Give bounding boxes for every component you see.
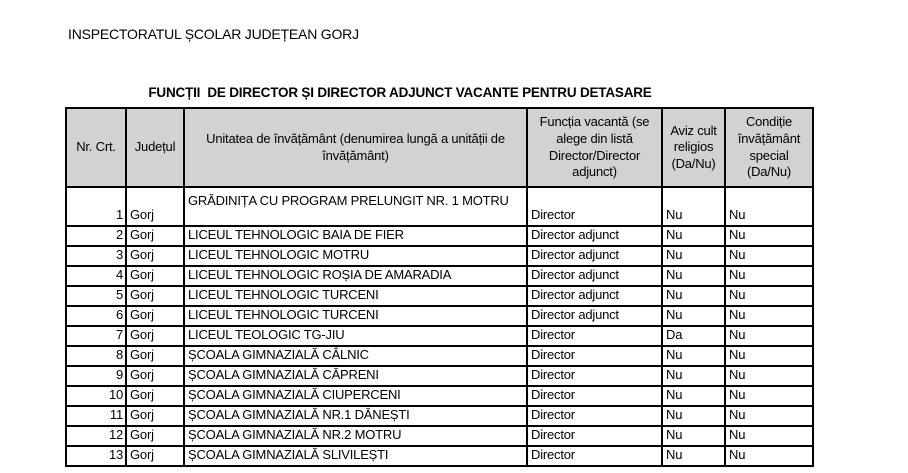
cell-judet: Gorj xyxy=(126,306,184,326)
table-body xyxy=(66,187,813,466)
cell-judet: Gorj xyxy=(126,226,184,246)
table-row xyxy=(66,446,813,466)
table-row xyxy=(66,366,813,386)
cell-functia: Director xyxy=(527,426,662,446)
cell-functia: Director adjunct xyxy=(527,226,662,246)
cell-aviz: Nu xyxy=(662,187,725,226)
page-title: FUNCȚII DE DIRECTOR ȘI DIRECTOR ADJUNCT VACANTE PENTRU DETASARE xyxy=(148,85,652,100)
cell-judet: Gorj xyxy=(126,286,184,306)
cell-functia: Director xyxy=(527,346,662,366)
cell-functia: Director xyxy=(527,326,662,346)
cell-unitate: ȘCOALA GIMNAZIALĂ NR.1 DĂNEȘTI xyxy=(184,406,527,426)
cell-unitate: ȘCOALA GIMNAZIALĂ SLIVILEȘTI xyxy=(184,446,527,466)
cell-aviz: Nu xyxy=(662,226,725,246)
cell-conditie: Nu xyxy=(725,306,813,326)
table-row xyxy=(66,406,813,426)
cell-judet: Gorj xyxy=(126,326,184,346)
cell-nr-crt: 4 xyxy=(66,266,126,286)
cell-nr-crt: 10 xyxy=(66,386,126,406)
table-row xyxy=(66,346,813,366)
table-row xyxy=(66,246,813,266)
cell-aviz: Nu xyxy=(662,426,725,446)
cell-aviz: Nu xyxy=(662,346,725,366)
cell-nr-crt: 7 xyxy=(66,326,126,346)
table-row xyxy=(66,306,813,326)
cell-conditie: Nu xyxy=(725,246,813,266)
table-row xyxy=(66,226,813,246)
cell-functia: Director xyxy=(527,406,662,426)
cell-conditie: Nu xyxy=(725,346,813,366)
cell-nr-crt: 1 xyxy=(66,187,126,226)
cell-conditie: Nu xyxy=(725,406,813,426)
cell-aviz: Nu xyxy=(662,306,725,326)
cell-conditie: Nu xyxy=(725,366,813,386)
cell-conditie: Nu xyxy=(725,226,813,246)
cell-aviz: Nu xyxy=(662,406,725,426)
cell-nr-crt: 2 xyxy=(66,226,126,246)
cell-aviz: Nu xyxy=(662,386,725,406)
table-row xyxy=(66,326,813,346)
cell-nr-crt: 11 xyxy=(66,406,126,426)
cell-judet: Gorj xyxy=(126,246,184,266)
cell-unitate: ȘCOALA GIMNAZIALĂ NR.2 MOTRU xyxy=(184,426,527,446)
cell-judet: Gorj xyxy=(126,266,184,286)
table-row xyxy=(66,187,813,226)
cell-judet: Gorj xyxy=(126,426,184,446)
cell-unitate: LICEUL TEOLOGIC TG-JIU xyxy=(184,326,527,346)
cell-nr-crt: 12 xyxy=(66,426,126,446)
cell-unitate: LICEUL TEHNOLOGIC BAIA DE FIER xyxy=(184,226,527,246)
cell-unitate: LICEUL TEHNOLOGIC ROȘIA DE AMARADIA xyxy=(184,266,527,286)
cell-judet: Gorj xyxy=(126,346,184,366)
cell-aviz: Nu xyxy=(662,366,725,386)
cell-functia: Director adjunct xyxy=(527,266,662,286)
cell-conditie: Nu xyxy=(725,266,813,286)
cell-conditie: Nu xyxy=(725,426,813,446)
vacancies-table xyxy=(65,107,814,467)
cell-conditie: Nu xyxy=(725,386,813,406)
cell-unitate: ȘCOALA GIMNAZIALĂ CĂPRENI xyxy=(184,366,527,386)
cell-unitate: LICEUL TEHNOLOGIC MOTRU xyxy=(184,246,527,266)
cell-functia: Director adjunct xyxy=(527,246,662,266)
table-row xyxy=(66,266,813,286)
cell-aviz: Da xyxy=(662,326,725,346)
cell-nr-crt: 9 xyxy=(66,366,126,386)
table-header-row xyxy=(66,108,813,187)
col-header-nr-crt: Nr. Crt. xyxy=(66,108,126,187)
cell-functia: Director xyxy=(527,446,662,466)
cell-unitate: ȘCOALA GIMNAZIALĂ CIUPERCENI xyxy=(184,386,527,406)
cell-unitate: LICEUL TEHNOLOGIC TURCENI xyxy=(184,286,527,306)
cell-conditie: Nu xyxy=(725,286,813,306)
cell-nr-crt: 8 xyxy=(66,346,126,366)
cell-judet: Gorj xyxy=(126,406,184,426)
col-header-conditie: Condiție învățământ special (Da/Nu) xyxy=(725,108,813,187)
cell-functia: Director xyxy=(527,386,662,406)
cell-aviz: Nu xyxy=(662,246,725,266)
cell-nr-crt: 5 xyxy=(66,286,126,306)
cell-judet: Gorj xyxy=(126,187,184,226)
cell-nr-crt: 13 xyxy=(66,446,126,466)
cell-unitate: ȘCOALA GIMNAZIALĂ CÂLNIC xyxy=(184,346,527,366)
cell-aviz: Nu xyxy=(662,446,725,466)
table-row xyxy=(66,426,813,446)
cell-judet: Gorj xyxy=(126,386,184,406)
col-header-functia: Funcția vacantă (se alege din listă Director/Director adjunct) xyxy=(527,108,662,187)
col-header-aviz: Aviz cult religios (Da/Nu) xyxy=(662,108,725,187)
cell-judet: Gorj xyxy=(126,366,184,386)
cell-conditie: Nu xyxy=(725,446,813,466)
cell-functia: Director adjunct xyxy=(527,286,662,306)
cell-nr-crt: 6 xyxy=(66,306,126,326)
cell-aviz: Nu xyxy=(662,266,725,286)
cell-nr-crt: 3 xyxy=(66,246,126,266)
cell-functia: Director adjunct xyxy=(527,306,662,326)
cell-conditie: Nu xyxy=(725,326,813,346)
letterhead: INSPECTORATUL ȘCOLAR JUDEȚEAN GORJ xyxy=(68,26,359,42)
cell-unitate: GRĂDINIȚA CU PROGRAM PRELUNGIT NR. 1 MOTRU xyxy=(184,187,527,226)
cell-judet: Gorj xyxy=(126,446,184,466)
cell-functia: Director xyxy=(527,187,662,226)
cell-aviz: Nu xyxy=(662,286,725,306)
col-header-unitate: Unitatea de învățământ (denumirea lungă a unității de învățământ) xyxy=(184,108,527,187)
cell-unitate: LICEUL TEHNOLOGIC TURCENI xyxy=(184,306,527,326)
table-row xyxy=(66,386,813,406)
title-container xyxy=(0,84,800,102)
cell-functia: Director xyxy=(527,366,662,386)
col-header-judetul: Județul xyxy=(126,108,184,187)
cell-conditie: Nu xyxy=(725,187,813,226)
table-row xyxy=(66,286,813,306)
